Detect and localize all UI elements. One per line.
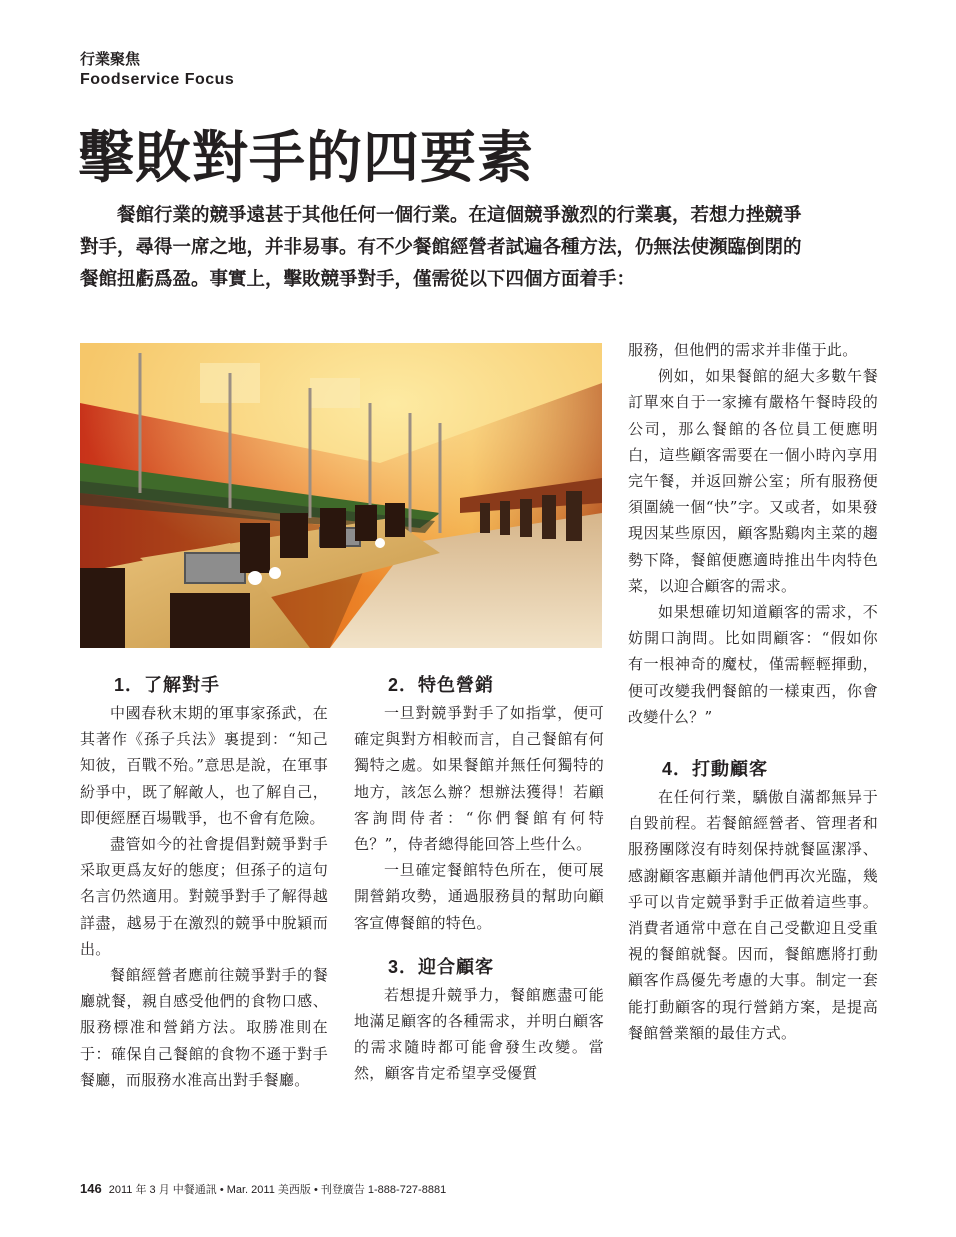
section-1-paragraph: 中國春秋末期的軍事家孫武，在其著作《孫子兵法》裏提到：“知己知彼，百戰不殆。”意思是說，在軍事紛爭中，既了解敵人，也了解自己，即便經歷百場戰爭，也不會有危險。 xyxy=(80,704,328,827)
article-lead: 餐館行業的競爭遠甚于其他任何一個行業。在這個競爭激烈的行業裏，若想力挫競爭對手，尋得一席之地，并非易事。有不少餐館經營者試遍各種方法，仍無法使瀕臨倒閉的餐館扭虧爲盈。事實上，擊敗競爭對手，僅需從以下四個方面着手： xyxy=(80,205,802,290)
article-title: 擊敗對手的四要素 xyxy=(78,125,534,191)
section-3-paragraph: 例如，如果餐館的絕大多數午餐訂單來自于一家擁有嚴格午餐時段的公司，那么餐館的各位員工便應明白，這些顧客需要在一個小時內享用完午餐，并返回辦公室；所有服務便須圍繞一個“快”字。又或者，如果發現因某些原因，顧客點鷄肉主菜的趨勢下降，餐館便應適時推出牛肉特色菜，以迎合顧客的需求。 xyxy=(628,367,878,595)
column-1 xyxy=(80,670,328,1093)
section-2-paragraph: 一旦對競爭對手了如指掌，便可確定與對方相較而言，自己餐館有何獨特之處。如果餐館并無任何獨特的地方，該怎么辦？想辦法獲得！若顧客詢問侍者：“你們餐館有何特色？”，侍者總得能回答上些什么。 xyxy=(354,704,604,854)
section-1-paragraph: 餐館經營者應前往競爭對手的餐廳就餐，親自感受他們的食物口感、服務標准和營銷方法。取勝准則在于：確保自己餐館的食物不遜于對手餐廳，而服務水准高出對手餐廳。 xyxy=(80,966,328,1089)
column-2 xyxy=(354,670,604,1087)
section-3-paragraph: 若想提升競爭力，餐館應盡可能地滿足顧客的各種需求，并明白顧客的需求隨時都可能會發生改變。當然，顧客肯定希望享受優質 xyxy=(354,985,604,1083)
footer-text: 2011 年 3 月 中餐通訊 • Mar. 2011 美西版 • 刊登廣告 1-888-727-8881 xyxy=(108,1184,447,1196)
page-footer xyxy=(80,1181,446,1197)
section-4-paragraph: 在任何行業，驕傲自滿都無异于自毀前程。若餐館經營者、管理者和服務團隊沒有時刻保持就餐區潔凈、感謝顧客惠顧并請他們再次光臨，幾乎可以肯定競爭對手正做着這些事。消費者通常中意在自己受歡迎且受重視的餐館就餐。因而，餐館應將打動顧客作爲優先考慮的大事。制定一套能打動顧客的現行營銷方案，是提高餐館營業額的最佳方式。 xyxy=(628,788,878,1042)
section-label-zh: 行業聚焦 xyxy=(80,51,141,68)
column-3 xyxy=(628,337,878,1046)
section-1-paragraph: 盡管如今的社會提倡對競爭對手采取更爲友好的態度；但孫子的這句名言仍然適用。對競爭對手了解得越詳盡，越易于在激烈的競爭中脫穎而出。 xyxy=(80,835,328,958)
section-3-continuation: 服務，但他們的需求并非僅于此。 xyxy=(628,341,858,359)
page-number: 146 xyxy=(80,1181,102,1196)
section-3-heading: 3．迎合顧客 xyxy=(388,956,495,977)
section-2-heading: 2．特色營銷 xyxy=(388,675,495,695)
restaurant-photo xyxy=(80,343,602,648)
section-label xyxy=(80,50,234,90)
section-3-paragraph: 如果想確切知道顧客的需求，不妨開口詢問。比如問顧客：“假如你有一根神奇的魔杖，僅需輕輕揮動，便可改變我們餐館的一樣東西，你會改變什么？” xyxy=(628,603,878,726)
section-2-paragraph: 一旦確定餐館特色所在，便可展開營銷攻勢，通過服務員的幫助向顧客宣傳餐館的特色。 xyxy=(354,861,604,932)
section-1-heading: 1．了解對手 xyxy=(114,675,221,695)
section-4-heading: 4．打動顧客 xyxy=(662,759,769,780)
section-label-en: Foodservice Focus xyxy=(80,71,235,88)
